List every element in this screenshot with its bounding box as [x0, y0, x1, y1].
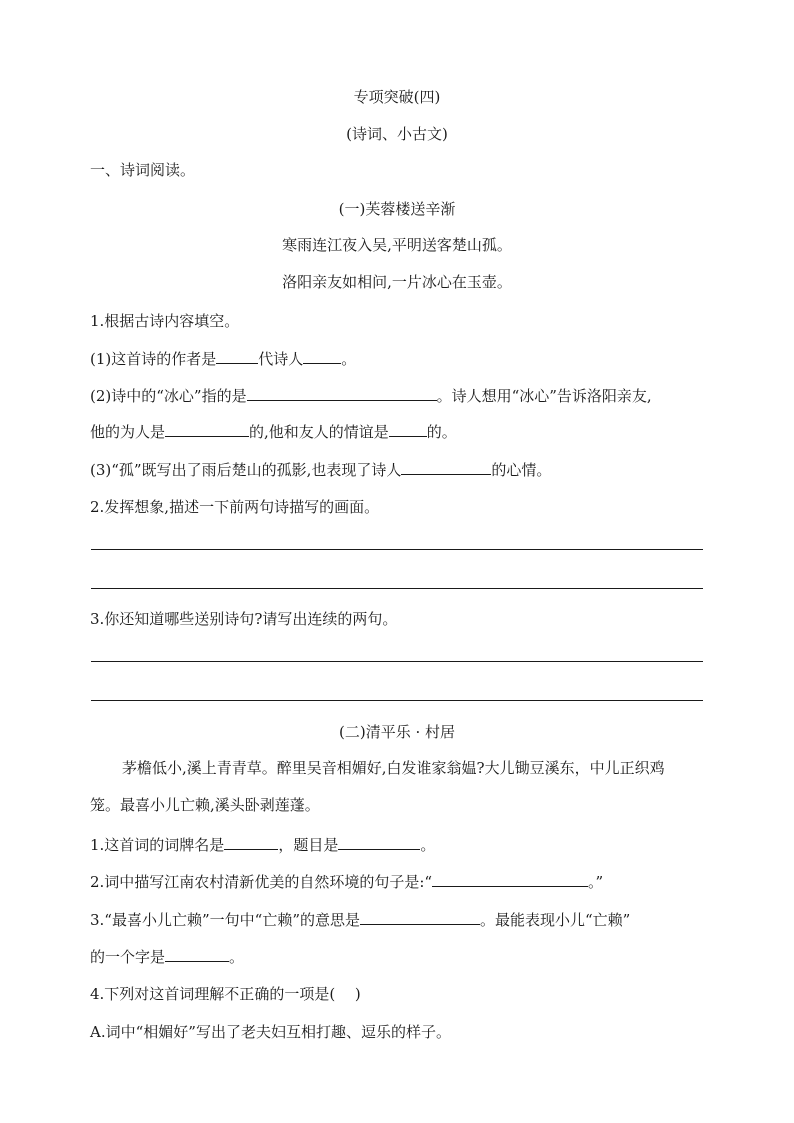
question-1: 1.根据古诗内容填空。: [90, 312, 240, 330]
question-text: 3.“最喜小儿亡赖”一句中“亡赖”的意思是: [90, 911, 360, 929]
answer-line[interactable]: [91, 700, 703, 701]
answer-blank[interactable]: [338, 834, 420, 850]
page-title: 专项突破(四): [353, 88, 441, 106]
poem1-line1: 寒雨连江夜入吴,平明送客楚山孤。: [282, 236, 512, 254]
answer-blank[interactable]: [389, 421, 427, 437]
question-2: 2.发挥想象,描述一下前两句诗描写的画面。: [90, 498, 380, 516]
answer-blank[interactable]: [165, 946, 229, 962]
question-text: (3)“孤”既写出了雨后楚山的孤影,也表现了诗人: [90, 461, 402, 479]
poem2-line2: 笼。最喜小儿亡赖,溪头卧剥莲蓬。: [90, 796, 320, 814]
question-text: 。: [229, 948, 245, 966]
answer-blank[interactable]: [303, 348, 341, 364]
question-text: 代诗人: [258, 350, 304, 368]
poem1-line2: 洛阳亲友如相问,一片冰心在玉壶。: [282, 273, 512, 291]
answer-line[interactable]: [91, 588, 703, 589]
answer-line[interactable]: [91, 549, 703, 550]
poem2-line1: 茅檐低小,溪上青青草。醉里吴音相媚好,白发谁家翁媪?大儿锄豆溪东，中儿正织鸡: [122, 759, 665, 777]
question-text: 的,他和友人的情谊是: [249, 423, 389, 441]
question-1-part2-cont: [90, 421, 457, 442]
poem1-title: (一)芙蓉楼送辛渐: [338, 200, 456, 218]
section-heading: 一、诗词阅读。: [90, 161, 196, 179]
question-7: 4.下列对这首词理解不正确的一项是( ): [90, 985, 361, 1003]
question-text: 。诗人想用“冰心”告诉洛阳亲友,: [436, 387, 652, 405]
question-1-part3: [90, 459, 551, 480]
question-text: ，题目是: [278, 836, 339, 854]
question-text: 。: [420, 836, 436, 854]
question-3: 3.你还知道哪些送别诗句?请写出连续的两句。: [90, 610, 398, 628]
question-text: (2)诗中的“冰心”指的是: [90, 387, 247, 405]
poem2-title: (二)清平乐 · 村居: [338, 723, 455, 741]
question-text: 的一个字是: [90, 948, 166, 966]
question-6-cont: [90, 946, 244, 967]
question-1-part1: [90, 348, 356, 369]
question-text: 2.词中描写江南农村清新优美的自然环境的句子是:“: [90, 873, 433, 891]
question-5: [90, 871, 603, 892]
answer-blank[interactable]: [165, 421, 249, 437]
question-text: 他的为人是: [90, 423, 166, 441]
question-text: 。最能表现小儿“亡赖”: [480, 911, 631, 929]
question-4: [90, 834, 435, 855]
answer-blank[interactable]: [432, 871, 588, 887]
question-text: (1)这首诗的作者是: [90, 350, 217, 368]
question-text: 的心情。: [491, 461, 552, 479]
answer-blank[interactable]: [401, 459, 491, 475]
answer-blank[interactable]: [224, 834, 278, 850]
answer-blank[interactable]: [360, 909, 480, 925]
option-a[interactable]: A.词中“相媚好”写出了老夫妇互相打趣、逗乐的样子。: [90, 1023, 451, 1041]
answer-line[interactable]: [91, 661, 703, 662]
question-text: 。: [341, 350, 357, 368]
page-subtitle: (诗词、小古文): [346, 125, 448, 143]
question-text: 。”: [588, 873, 604, 891]
question-1-part2: [90, 385, 652, 406]
answer-blank[interactable]: [216, 348, 258, 364]
question-text: 的。: [426, 423, 457, 441]
question-6: [90, 909, 630, 930]
answer-blank[interactable]: [247, 385, 437, 401]
question-text: 1.这首词的词牌名是: [90, 836, 225, 854]
